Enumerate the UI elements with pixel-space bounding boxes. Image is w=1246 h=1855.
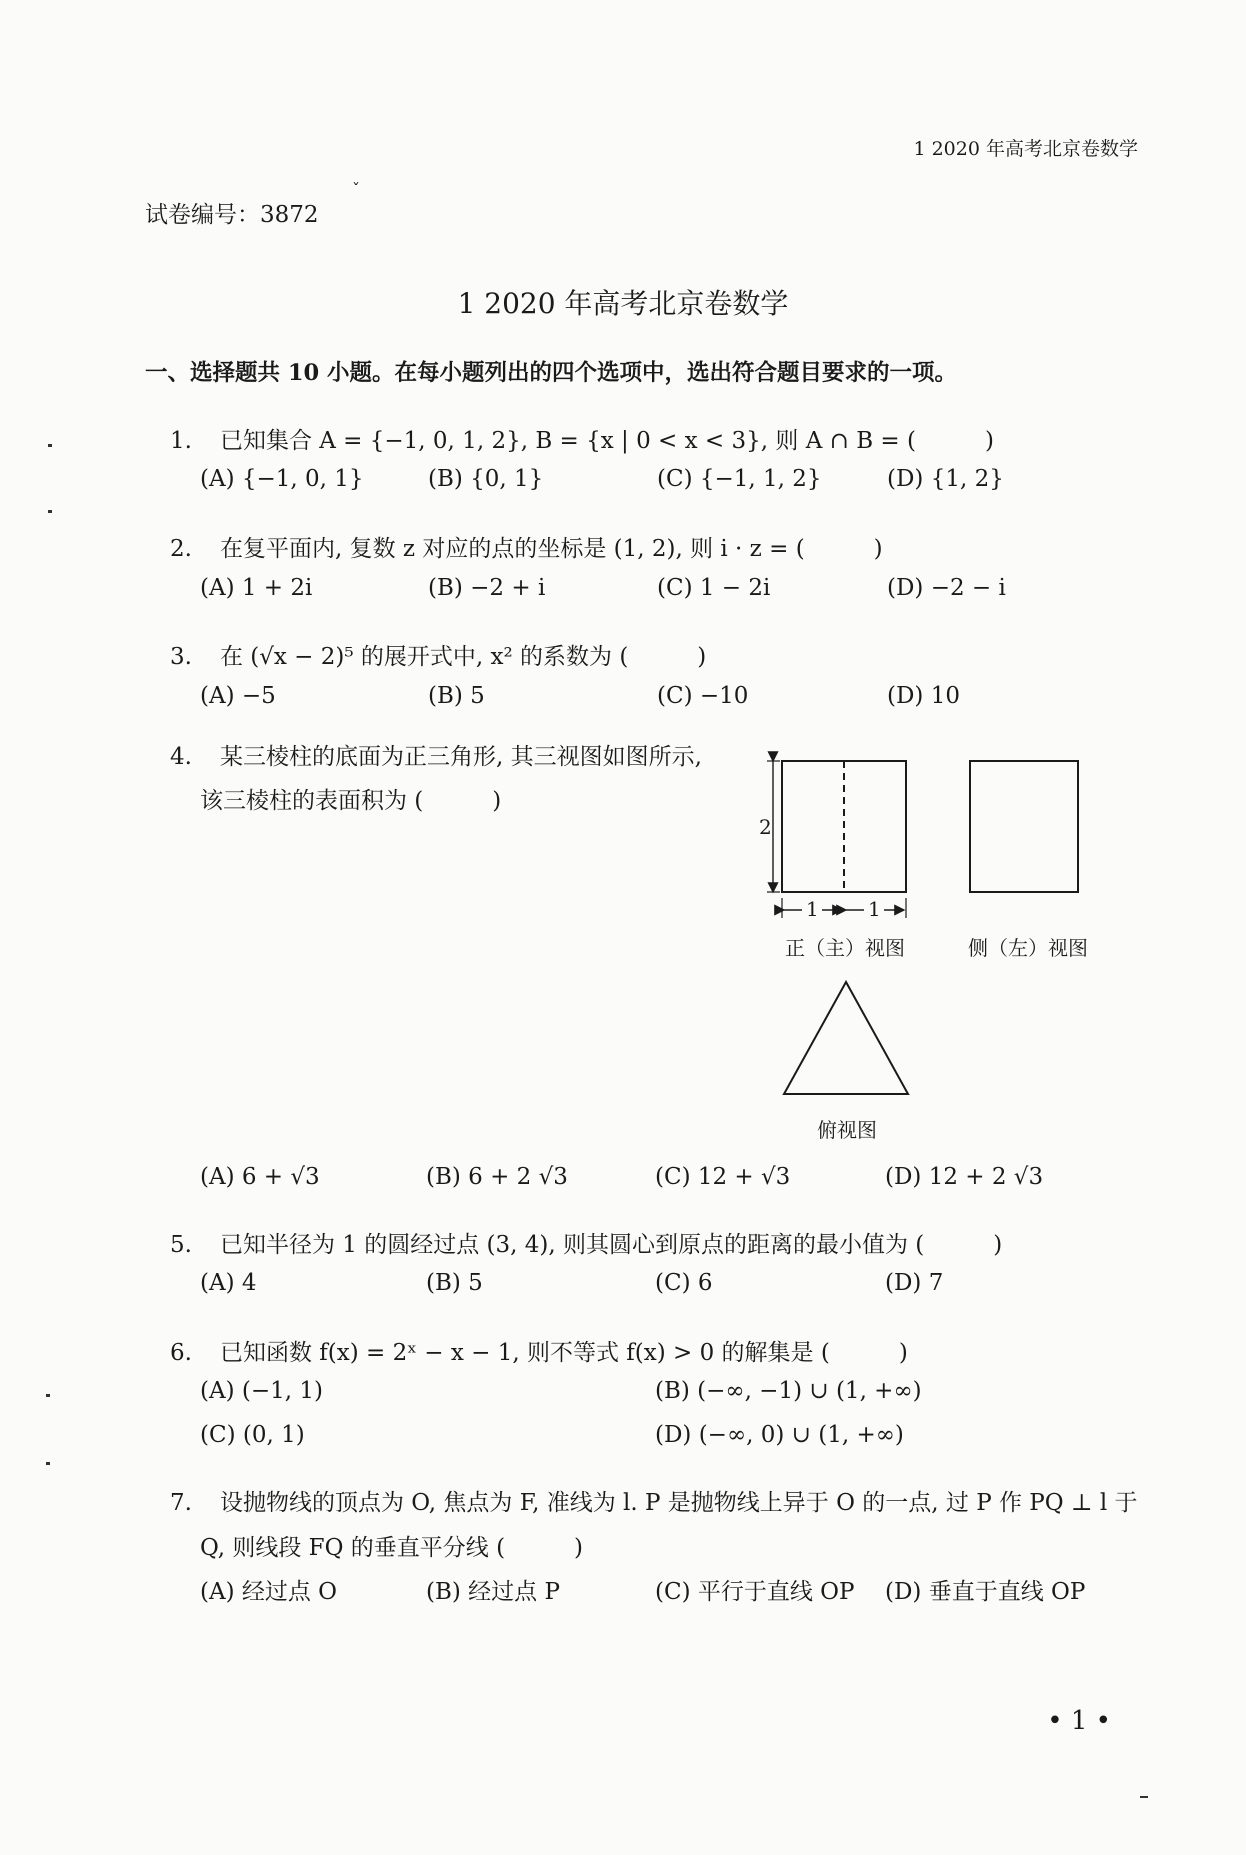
front-view-caption: 正（主）视图 [785, 936, 905, 960]
question-text: 设抛物线的顶点为 O, 焦点为 F, 准线为 l. P 是抛物线上异于 O 的一点, 过 P 作 PQ ⊥ l 于 [219, 1490, 1138, 1516]
option-c: (C) (0, 1) [200, 1422, 305, 1448]
page-number: • 1 • [1047, 1706, 1111, 1736]
scan-speck [1140, 1796, 1148, 1798]
question-number: 7. [170, 1490, 192, 1516]
question-number: 1. [170, 428, 192, 454]
option-c: (C) 平行于直线 OP [655, 1579, 855, 1605]
option-d: (D) 7 [885, 1270, 944, 1296]
option-a: (A) 1 + 2i [200, 575, 313, 601]
option-d: (D) 垂直于直线 OP [885, 1579, 1086, 1605]
option-c: (C) {−1, 1, 2} [657, 466, 822, 492]
question-7 [170, 1484, 1138, 1517]
option-d: (D) 12 + 2 √3 [885, 1164, 1044, 1190]
question-number: 4. [170, 744, 192, 770]
question-text: 某三棱柱的底面为正三角形, 其三视图如图所示, [219, 744, 702, 770]
scan-speck [48, 510, 52, 513]
option-b: (B) (−∞, −1) ∪ (1, +∞) [655, 1378, 922, 1404]
page-title: 1 2020 年高考北京卷数学 [457, 287, 789, 320]
option-d: (D) −2 − i [887, 575, 1006, 601]
scan-speck [48, 444, 52, 447]
top-view-caption: 俯视图 [817, 1118, 877, 1142]
option-c: (C) 12 + √3 [655, 1164, 791, 1190]
option-a: (A) 经过点 O [200, 1579, 338, 1605]
option-b: (B) 5 [428, 683, 485, 709]
option-b: (B) 5 [426, 1270, 483, 1296]
option-d: (D) (−∞, 0) ∪ (1, +∞) [655, 1422, 904, 1448]
side-view [970, 761, 1078, 892]
option-b: (B) {0, 1} [428, 466, 544, 492]
scan-speck [46, 1394, 50, 1397]
option-a: (A) (−1, 1) [200, 1378, 323, 1404]
option-a: (A) {−1, 0, 1} [200, 466, 364, 492]
option-b: (B) −2 + i [428, 575, 546, 601]
option-c: (C) −10 [657, 683, 749, 709]
option-d: (D) {1, 2} [887, 466, 1004, 492]
option-a: (A) 6 + √3 [200, 1164, 320, 1190]
option-a: (A) 4 [200, 1270, 257, 1296]
side-view-caption: 侧（左）视图 [968, 936, 1088, 960]
question-text: 已知半径为 1 的圆经过点 (3, 4), 则其圆心到原点的距离的最小值为 ( ) [219, 1232, 1003, 1258]
pen-mark: ˇ [352, 180, 360, 199]
scan-speck [46, 1462, 50, 1465]
question-5 [170, 1226, 1002, 1259]
question-7-line2: Q, 则线段 FQ 的垂直平分线 ( ) [200, 1535, 584, 1561]
width-label-right: 1 [868, 897, 881, 921]
option-b: (B) 6 + 2 √3 [426, 1164, 568, 1190]
option-c: (C) 1 − 2i [657, 575, 771, 601]
question-text: 已知函数 f(x) = 2ˣ − x − 1, 则不等式 f(x) > 0 的解集是 ( ) [219, 1340, 908, 1366]
question-text: 在 (√x − 2)⁵ 的展开式中, x² 的系数为 ( ) [219, 644, 707, 670]
option-d: (D) 10 [887, 683, 960, 709]
option-a: (A) −5 [200, 683, 276, 709]
section-heading: 一、选择题共 10 小题。在每小题列出的四个选项中，选出符合题目要求的一项。 [145, 360, 957, 386]
question-text: 已知集合 A = {−1, 0, 1, 2}, B = {x | 0 < x < 3}, 则 A ∩ B = ( ) [219, 428, 994, 454]
running-header: 1 2020 年高考北京卷数学 [913, 138, 1138, 160]
question-6 [170, 1334, 908, 1367]
question-number: 3. [170, 644, 192, 670]
width-label-left: 1 [806, 897, 819, 921]
paper-code: 试卷编号：3872 [145, 202, 319, 228]
question-number: 6. [170, 1340, 192, 1366]
height-label: 2 [759, 815, 772, 839]
option-c: (C) 6 [655, 1270, 713, 1296]
question-text: 在复平面内, 复数 z 对应的点的坐标是 (1, 2), 则 i · z = ( ) [219, 536, 883, 562]
option-b: (B) 经过点 P [426, 1579, 560, 1605]
top-view [784, 982, 908, 1094]
question-number: 5. [170, 1232, 192, 1258]
question-4-line2: 该三棱柱的表面积为 ( ) [200, 788, 502, 814]
question-number: 2. [170, 536, 192, 562]
